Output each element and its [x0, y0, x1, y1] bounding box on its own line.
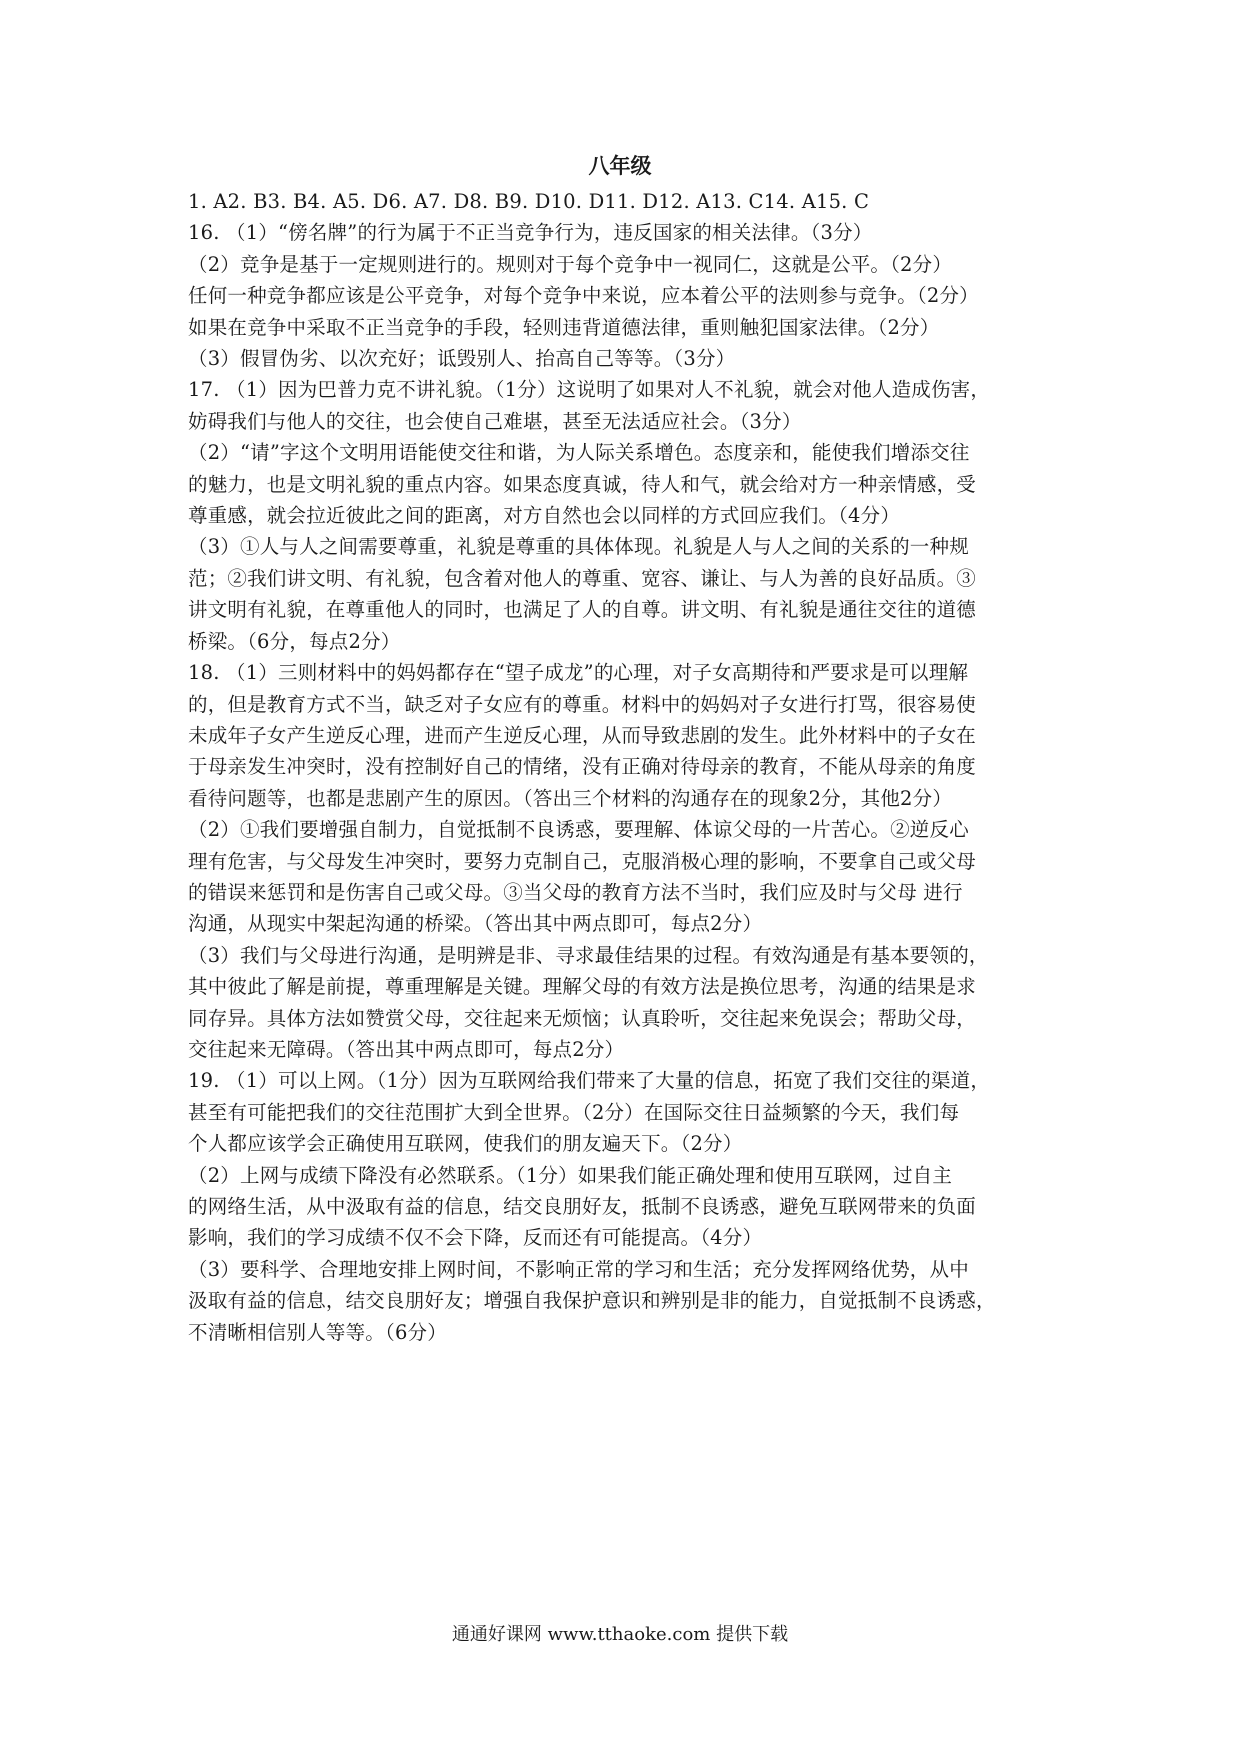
- page-footer: 通通好课网 www.tthaoke.com 提供下载: [451, 1624, 789, 1645]
- text-line: 桥梁。（6分，每点2分）: [188, 629, 401, 653]
- text-line: 讲文明有礼貌，在尊重他人的同时，也满足了人的自尊。讲文明、有礼貌是通往交往的道德: [188, 598, 977, 622]
- text-line: 理有危害，与父母发生冲突时，要努力克制自己，克服消极心理的影响，不要拿自己或父母: [188, 849, 977, 873]
- text-line: 19. （1）可以上网。（1分）因为互联网给我们带来了大量的信息，拓宽了我们交往的渠道，: [188, 1069, 991, 1093]
- text-line: （3）我们与父母进行沟通，是明辨是非、寻求最佳结果的过程。有效沟通是有基本要领的，: [188, 943, 989, 967]
- text-line: 的错误来惩罚和是伤害自己或父母。③当父母的教育方法不当时，我们应及时与父母 进行: [188, 880, 963, 904]
- text-line: 的，但是教育方式不当，缺乏对子女应有的尊重。材料中的妈妈对子女进行打骂，很容易使: [188, 692, 977, 716]
- text-line: 的网络生活，从中汲取有益的信息，结交良朋好友，抵制不良诱惑，避免互联网带来的负面: [188, 1195, 977, 1218]
- text-line: 1. A2. B3. B4. A5. D6. A7. D8. B9. D10. D11. D12. A13. C14. A15. C: [188, 190, 870, 213]
- answer-content: [188, 186, 1058, 1348]
- text-line: 于母亲发生冲突时，没有控制好自己的情绪，没有正确对待母亲的教育，不能从母亲的角度: [188, 755, 977, 779]
- text-line: 影响，我们的学习成绩不仅不会下降，反而还有可能提高。（4分）: [188, 1226, 763, 1250]
- text-line: 的魅力，也是文明礼貌的重点内容。如果态度真诚，待人和气，就会给对方一种亲情感，受: [188, 472, 977, 496]
- text-line: （2）竞争是基于一定规则进行的。规则对于每个竞争中一视同仁，这就是公平。（2分）: [188, 252, 953, 276]
- text-line: 未成年子女产生逆反心理，进而产生逆反心理，从而导致悲剧的发生。此外材料中的子女在: [188, 723, 977, 747]
- text-line: （2）上网与成绩下降没有必然联系。（1分）如果我们能正确处理和使用互联网，过自主: [188, 1163, 953, 1187]
- text-line: 个人都应该学会正确使用互联网，使我们的朋友遍天下。（2分）: [188, 1132, 743, 1156]
- text-line: （3）要科学、合理地安排上网时间，不影响正常的学习和生活；充分发挥网络优势，从中: [188, 1257, 969, 1281]
- text-line: 任何一种竞争都应该是公平竞争，对每个竞争中来说，应本着公平的法则参与竞争。（2分）: [188, 284, 979, 308]
- text-line: 不清晰相信别人等等。（6分）: [188, 1320, 447, 1344]
- page-title: 八年级: [588, 153, 652, 178]
- text-line: 范；②我们讲文明、有礼貌，包含着对他人的尊重、宽容、谦让、与人为善的良好品质。③: [188, 566, 977, 590]
- text-line: 看待问题等，也都是悲剧产生的原因。（答出三个材料的沟通存在的现象2分，其他2分）: [188, 786, 953, 810]
- text-line: 汲取有益的信息，结交良朋好友；增强自我保护意识和辨别是非的能力，自觉抵制不良诱惑，: [188, 1289, 996, 1313]
- text-line: 其中彼此了解是前提，尊重理解是关键。理解父母的有效方法是换位思考，沟通的结果是求: [188, 975, 977, 999]
- text-line: （2）“请”字这个文明用语能使交往和谐，为人际关系增色。态度亲和，能使我们增添交往: [188, 441, 970, 465]
- text-line: 沟通，从现实中架起沟通的桥梁。（答出其中两点即可，每点2分）: [188, 912, 763, 936]
- text-line: 18. （1）三则材料中的妈妈都存在“望子成龙”的心理，对子女高期待和严要求是可以理解: [188, 661, 969, 685]
- text-line: （3）①人与人之间需要尊重，礼貌是尊重的具体体现。礼貌是人与人之间的关系的一种规: [188, 535, 969, 559]
- text-line: 同存异。具体方法如赞赏父母，交往起来无烦恼；认真聆听，交往起来免误会；帮助父母，: [188, 1006, 977, 1030]
- text-line: （3）假冒伪劣、以次充好；诋毁别人、抬高自己等等。（3分）: [188, 347, 736, 371]
- text-line: 交往起来无障碍。（答出其中两点即可，每点2分）: [188, 1037, 625, 1061]
- text-line: 尊重感，就会拉近彼此之间的距离，对方自然也会以同样的方式回应我们。（4分）: [188, 504, 901, 528]
- text-line: 甚至有可能把我们的交往范围扩大到全世界。（2分）在国际交往日益频繁的今天，我们每: [188, 1100, 960, 1124]
- text-line: 16. （1）“傍名牌”的行为属于不正当竞争行为，违反国家的相关法律。（3分）: [188, 221, 873, 245]
- text-line: 17. （1）因为巴普力克不讲礼貌。（1分）这说明了如果对人不礼貌，就会对他人造成伤害，: [188, 378, 991, 402]
- text-line: 如果在竞争中采取不正当竞争的手段，轻则违背道德法律，重则触犯国家法律。（2分）: [188, 315, 940, 339]
- text-line: （2）①我们要增强自制力，自觉抵制不良诱惑，要理解、体谅父母的一片苦心。②逆反心: [188, 818, 969, 842]
- text-line: 妨碍我们与他人的交往，也会使自己难堪，甚至无法适应社会。（3分）: [188, 409, 802, 433]
